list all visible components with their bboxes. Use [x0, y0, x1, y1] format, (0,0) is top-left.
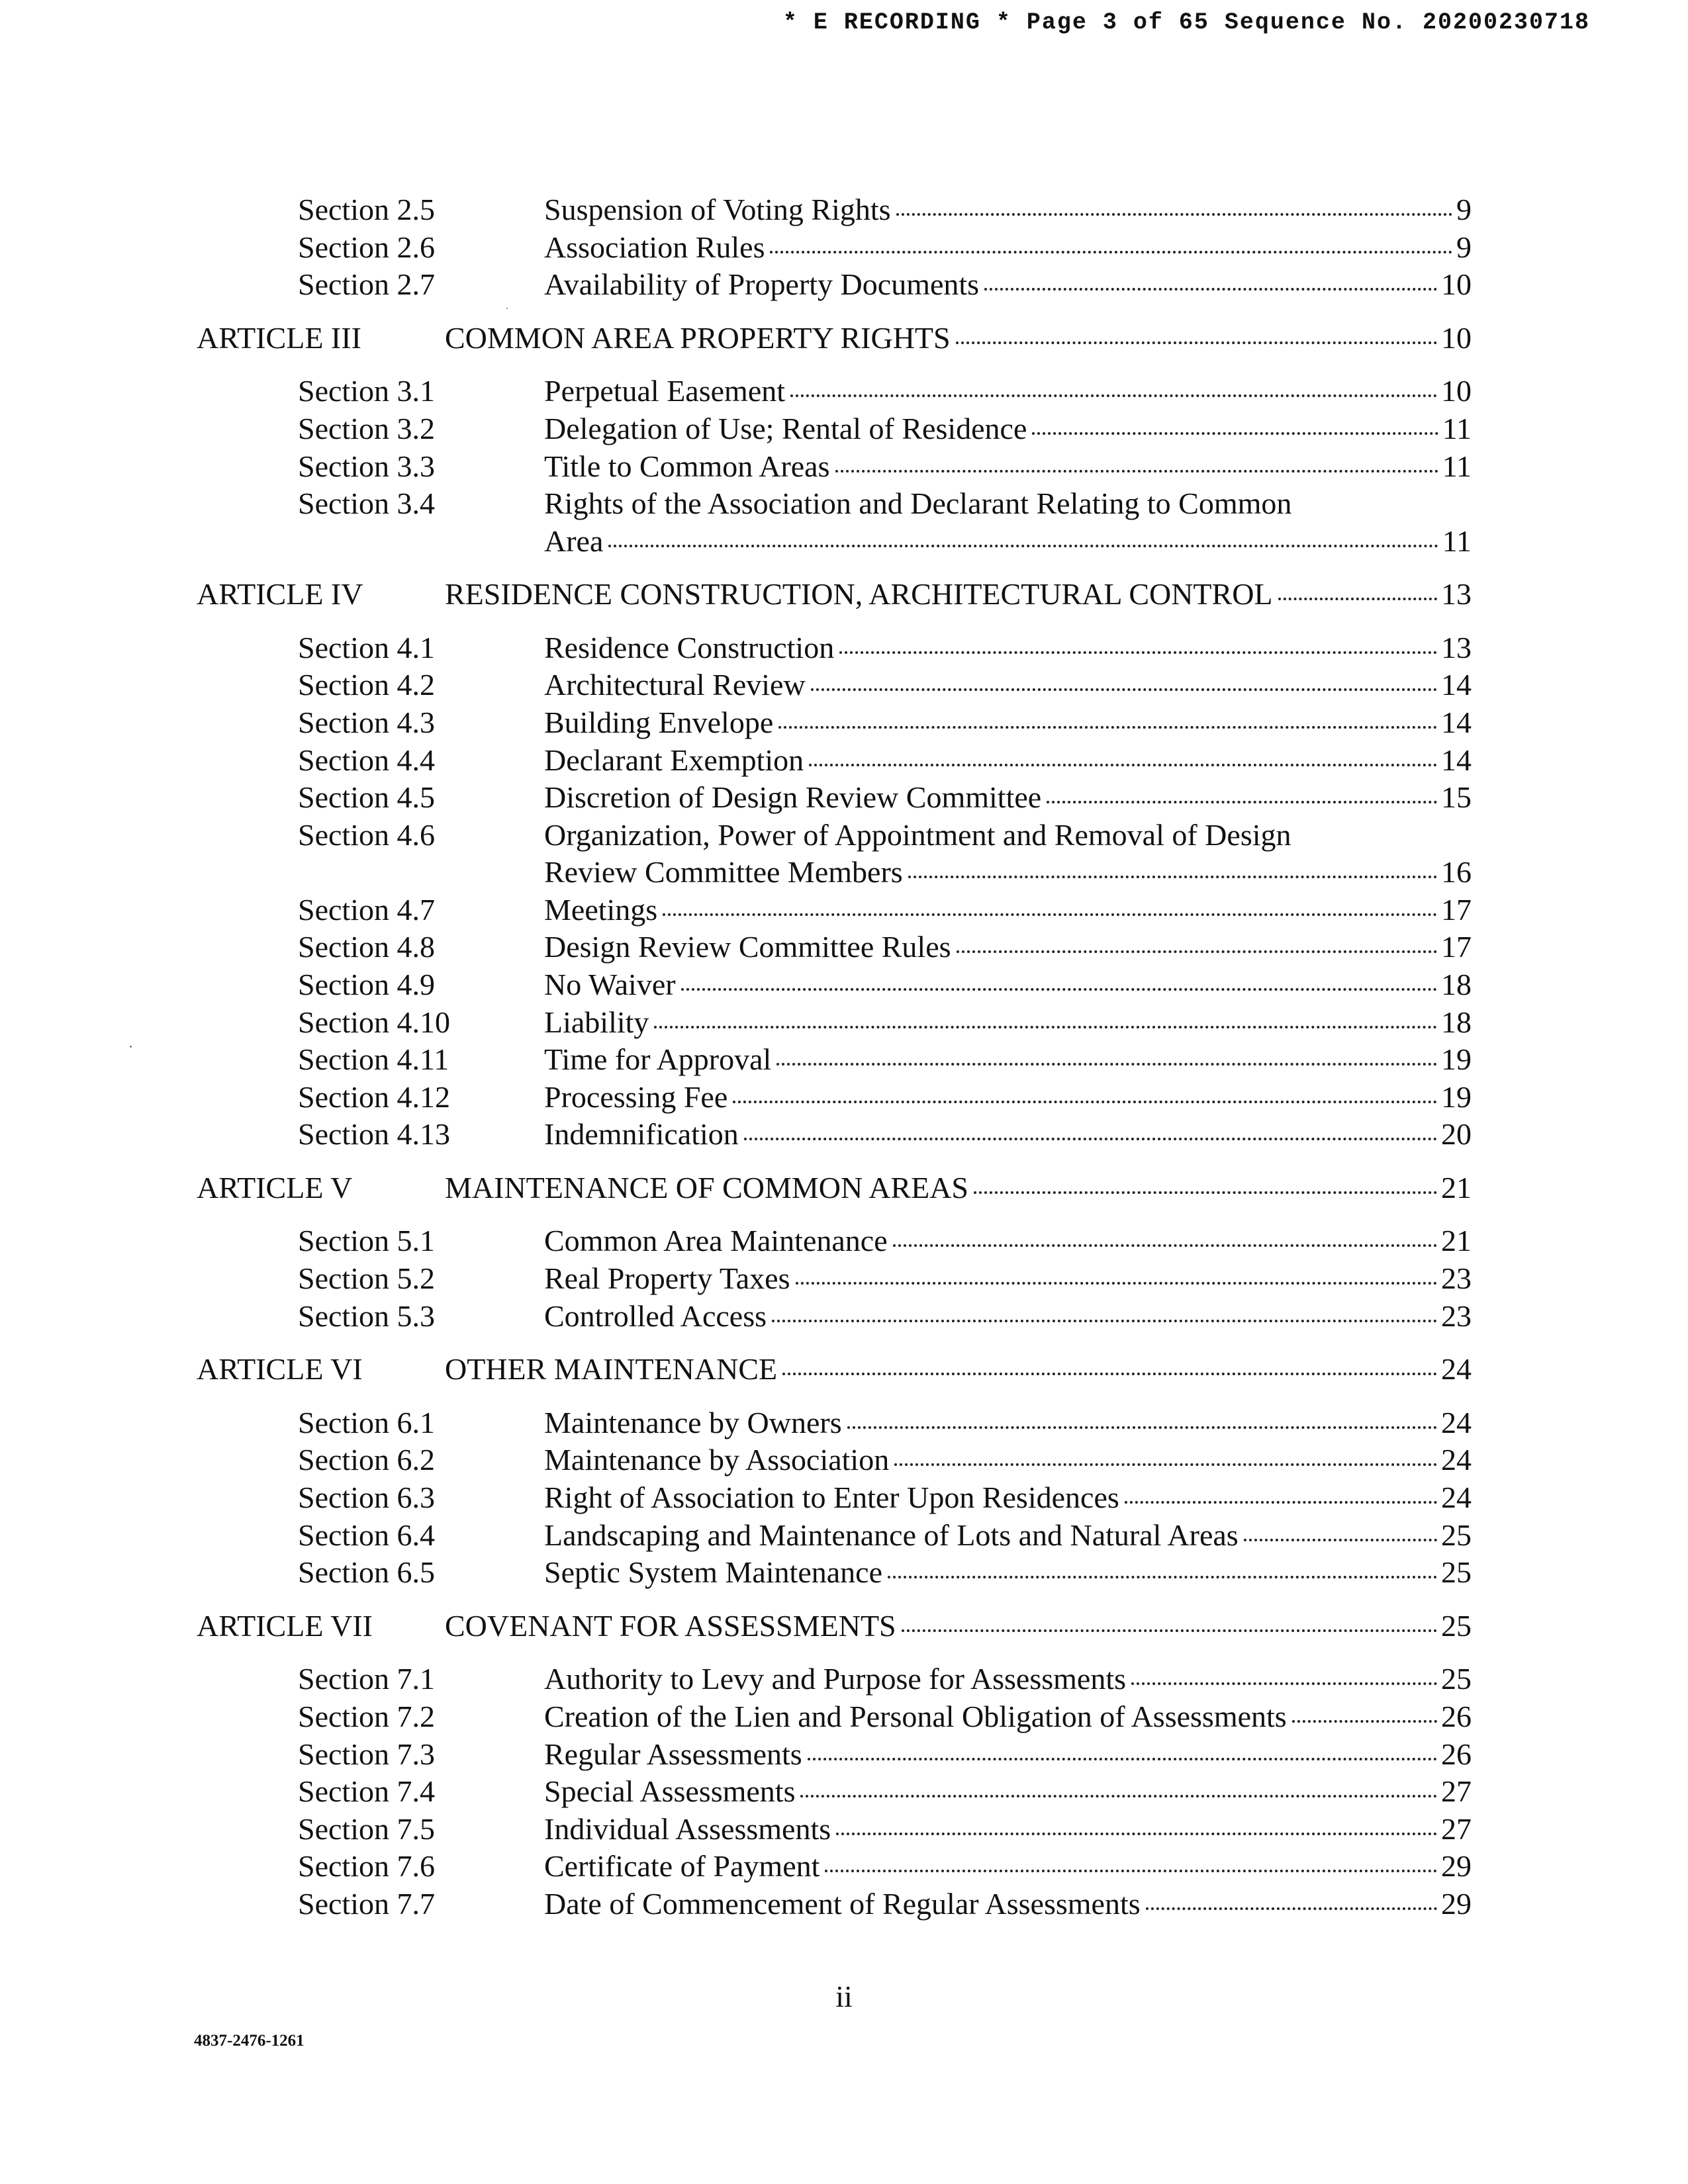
dot-leader [825, 1870, 1437, 1872]
toc-section-row [0, 1848, 1688, 1886]
toc-entry-page: 14 [1441, 705, 1472, 739]
toc-entry-title [544, 929, 1472, 966]
toc-entry-page: 20 [1441, 1117, 1472, 1152]
toc-entry-page: 14 [1441, 668, 1472, 702]
toc-entry-number: Section 5.1 [298, 1224, 435, 1258]
toc-section-row [0, 704, 1688, 742]
toc-article-row [0, 320, 1688, 357]
toc-entry-title [544, 1441, 1472, 1479]
dot-leader [974, 1191, 1437, 1194]
toc-entry-title-text: Liability [544, 1005, 649, 1039]
toc-entry-number: Section 4.8 [298, 930, 435, 964]
toc-section-row [0, 817, 1688, 891]
toc-entry-title [544, 891, 1472, 929]
toc-entry-number: Section 7.7 [298, 1886, 435, 1921]
dot-leader [733, 1101, 1437, 1103]
toc-article-row [0, 576, 1688, 614]
toc-entry-title [544, 1848, 1472, 1886]
toc-entry-page: 23 [1441, 1261, 1472, 1296]
dot-leader [1244, 1539, 1437, 1541]
toc-section-row [0, 929, 1688, 966]
toc-entry-title-text: Maintenance by Association [544, 1443, 890, 1477]
toc-entry-title-text: Review Committee Members [544, 855, 903, 889]
toc-section-row [0, 1736, 1688, 1774]
toc-entry-number: Section 2.6 [298, 230, 435, 264]
dot-leader [836, 1833, 1437, 1835]
toc-entry-number: Section 4.10 [298, 1005, 450, 1039]
toc-entry-title [544, 266, 1472, 304]
dot-leader [1032, 432, 1438, 435]
toc-entry-page: 25 [1441, 1608, 1472, 1643]
toc-entry-page: 9 [1456, 230, 1472, 264]
toc-entry-page: 10 [1441, 320, 1472, 355]
toc-entry-title-text: Design Review Committee Rules [544, 930, 951, 964]
toc-entry-title [544, 1298, 1472, 1336]
toc-entry-number: Section 3.2 [298, 411, 435, 445]
toc-entry-page: 19 [1441, 1079, 1472, 1114]
toc-entry-title [544, 410, 1472, 448]
toc-entry-title [544, 666, 1472, 704]
toc-section-row [0, 266, 1688, 304]
toc-entry-title-text: No Waiver [544, 967, 676, 1001]
toc-entry-title-text: Date of Commencement of Regular Assessments [544, 1886, 1141, 1921]
toc-entry-title-text: Indemnification [544, 1117, 739, 1152]
toc-section-row [0, 410, 1688, 448]
toc-entry-number: ARTICLE IV [197, 577, 363, 612]
toc-entry-number: ARTICLE III [197, 320, 361, 355]
toc-entry-title [544, 1773, 1472, 1811]
toc-entry-number: Section 7.6 [298, 1849, 435, 1884]
toc-entry-page: 21 [1441, 1224, 1472, 1258]
toc-entry-title-text: Building Envelope [544, 705, 774, 739]
toc-entry-title [544, 1116, 1472, 1154]
toc-section-row [0, 1404, 1688, 1442]
toc-section-row [0, 485, 1688, 560]
toc-entry-title-text: Common Area Maintenance [544, 1224, 888, 1258]
toc-entry-number: Section 4.2 [298, 668, 435, 702]
toc-entry-title-text: COMMON AREA PROPERTY RIGHTS [445, 320, 951, 355]
toc-entry-number: Section 6.2 [298, 1443, 435, 1477]
toc-section-row [0, 1886, 1688, 1923]
toc-entry-title [544, 1004, 1472, 1042]
toc-entry-page: 26 [1441, 1737, 1472, 1771]
toc-entry-number: Section 3.1 [298, 374, 435, 408]
toc-entry-title-text: Time for Approval [544, 1042, 772, 1077]
toc-entry-page: 14 [1441, 743, 1472, 777]
toc-entry-title [445, 1169, 1472, 1207]
dot-leader [608, 545, 1438, 547]
toc-entry-title [544, 1736, 1472, 1774]
toc-entry-title [544, 629, 1472, 667]
dot-leader [770, 251, 1452, 253]
dot-leader [811, 688, 1437, 691]
toc-entry-number: Section 4.4 [298, 743, 435, 777]
toc-section-row [0, 1698, 1688, 1736]
toc-entry-title-text: Architectural Review [544, 668, 806, 702]
toc-entry-page: 16 [1441, 855, 1472, 889]
toc-entry-number: Section 7.2 [298, 1700, 435, 1733]
toc-entry-title-text: Creation of the Lien and Personal Obligation of Assessments [544, 1700, 1287, 1733]
toc-entry-title-text: Declarant Exemption [544, 743, 804, 777]
toc-entry-title-text: Association Rules [544, 230, 765, 264]
toc-entry-title-text: Delegation of Use; Rental of Residence [544, 411, 1027, 445]
toc-entry-page: 24 [1441, 1405, 1472, 1439]
toc-section-row [0, 1079, 1688, 1116]
toc-entry-number: ARTICLE V [197, 1170, 353, 1205]
toc-entry-title [544, 1041, 1472, 1079]
toc-section-row [0, 448, 1688, 486]
toc-entry-title [544, 448, 1472, 486]
toc-entry-number: Section 4.1 [298, 630, 435, 664]
dot-leader [681, 988, 1437, 991]
toc-entry-title [544, 229, 1472, 267]
toc-section-row [0, 1004, 1688, 1042]
toc-entry-number: Section 6.1 [298, 1405, 435, 1439]
toc-entry-page: 18 [1441, 967, 1472, 1001]
dot-leader [956, 341, 1437, 344]
toc-entry-page: 13 [1441, 577, 1472, 612]
toc-entry-page: 21 [1441, 1170, 1472, 1205]
document-code: 4837-2476-1261 [194, 2032, 305, 2050]
toc-article-row [0, 1608, 1688, 1645]
dot-leader [1125, 1501, 1437, 1504]
toc-entry-page: 11 [1442, 411, 1472, 445]
toc-section-row [0, 1479, 1688, 1517]
toc-section-row [0, 666, 1688, 704]
toc-section-row [0, 373, 1688, 410]
toc-entry-page: 25 [1441, 1518, 1472, 1552]
dot-leader [835, 470, 1438, 473]
toc-entry-page: 29 [1441, 1849, 1472, 1884]
dot-leader [654, 1026, 1437, 1028]
toc-entry-title-text: Individual Assessments [544, 1811, 831, 1846]
toc-entry-page: 27 [1441, 1774, 1472, 1809]
dot-leader [893, 1244, 1437, 1247]
toc-entry-number: Section 2.7 [298, 267, 435, 302]
toc-section-row [0, 966, 1688, 1004]
toc-entry-title-text: Right of Association to Enter Upon Residences [544, 1480, 1119, 1515]
toc-entry-number: Section 5.3 [298, 1298, 435, 1333]
toc-entry-title [544, 1698, 1472, 1736]
dot-leader [776, 1063, 1437, 1066]
toc-entry-number: Section 2.5 [298, 193, 435, 226]
toc-entry-title-text: Title to Common Areas [544, 449, 830, 483]
toc-entry-title-text: Maintenance by Owners [544, 1405, 842, 1439]
toc-entry-number: Section 4.11 [298, 1042, 449, 1077]
toc-entry-page: 17 [1441, 892, 1472, 927]
toc-entry-page: 26 [1441, 1700, 1472, 1733]
toc-section-row [0, 1517, 1688, 1555]
toc-entry-number: Section 4.13 [298, 1117, 450, 1152]
toc-section-row [0, 891, 1688, 929]
toc-entry-title-text: Rights of the Association and Declarant Relating to Common [544, 486, 1292, 521]
toc-entry-title [544, 817, 1472, 891]
toc-entry-title [544, 1554, 1472, 1592]
toc-entry-title-text: Meetings [544, 892, 658, 927]
toc-entry-title [544, 191, 1472, 229]
toc-entry-page: 24 [1441, 1352, 1472, 1387]
toc-section-row [0, 779, 1688, 817]
toc-entry-title-text: Septic System Maintenance [544, 1555, 882, 1590]
recording-header: * E RECORDING * Page 3 of 65 Sequence No. 20200230718 [782, 9, 1590, 36]
toc-entry-page: 24 [1441, 1480, 1472, 1515]
toc-entry-title [544, 485, 1472, 560]
toc-entry-page: 19 [1441, 1042, 1472, 1077]
toc-entry-title [544, 373, 1472, 410]
dot-leader [896, 213, 1452, 216]
toc-entry-title [544, 1079, 1472, 1116]
toc-article-row [0, 1169, 1688, 1207]
toc-entry-title-text: Certificate of Payment [544, 1849, 820, 1884]
toc-entry-page: 27 [1441, 1811, 1472, 1846]
toc-section-row [0, 1260, 1688, 1298]
toc-entry-page: 18 [1441, 1005, 1472, 1039]
toc-entry-title [445, 1608, 1472, 1645]
dot-leader [778, 726, 1437, 729]
toc-section-row [0, 1811, 1688, 1848]
toc-section-row [0, 1041, 1688, 1079]
dot-leader [772, 1320, 1437, 1322]
toc-entry-page: 24 [1441, 1443, 1472, 1477]
toc-entry-title [544, 1404, 1472, 1442]
toc-entry-number: Section 4.6 [298, 817, 435, 852]
toc-entry-number: Section 7.1 [298, 1662, 435, 1696]
toc-section-row [0, 1441, 1688, 1479]
toc-entry-page: 23 [1441, 1298, 1472, 1333]
toc-entry-number: Section 5.2 [298, 1261, 435, 1296]
dot-leader [902, 1629, 1437, 1632]
toc-entry-title-text: Residence Construction [544, 630, 835, 664]
toc-entry-number: Section 6.3 [298, 1480, 435, 1515]
toc-entry-page: 17 [1441, 930, 1472, 964]
toc-entry-title-text: Real Property Taxes [544, 1261, 790, 1296]
toc-section-row [0, 1554, 1688, 1592]
toc-section-row [0, 191, 1688, 229]
toc-entry-title [445, 1351, 1472, 1388]
toc-entry-title [544, 1222, 1472, 1260]
dot-leader [782, 1373, 1437, 1375]
toc-entry-title-text: Regular Assessments [544, 1737, 802, 1771]
toc-entry-number: Section 4.7 [298, 892, 435, 927]
toc-entry-number: Section 3.3 [298, 449, 435, 483]
dot-leader [808, 1758, 1437, 1760]
dot-leader [1047, 801, 1437, 803]
toc-entry-title-text: Discretion of Design Review Committee [544, 780, 1042, 815]
toc-entry-number: ARTICLE VII [197, 1608, 373, 1643]
toc-entry-title-text: Authority to Levy and Purpose for Assessments [544, 1662, 1127, 1696]
toc-entry-number: Section 4.12 [298, 1079, 450, 1114]
dot-leader [1131, 1682, 1437, 1685]
dot-leader [1292, 1720, 1437, 1723]
toc-entry-number: Section 4.5 [298, 780, 435, 815]
toc-entry-title-text: OTHER MAINTENANCE [445, 1352, 778, 1387]
toc-entry-title [544, 1517, 1472, 1555]
scan-speck [130, 1046, 132, 1048]
toc-entry-number: Section 7.3 [298, 1737, 435, 1771]
toc-entry-number: Section 6.4 [298, 1518, 435, 1552]
toc-entry-title [544, 1260, 1472, 1298]
dot-leader [744, 1138, 1437, 1140]
toc-section-row [0, 229, 1688, 267]
toc-section-row [0, 742, 1688, 780]
toc-entry-number: Section 3.4 [298, 486, 435, 521]
toc-entry-title-text: Area [544, 523, 604, 558]
toc-entry-number: Section 4.9 [298, 967, 435, 1001]
dot-leader [800, 1795, 1437, 1797]
toc-entry-page: 15 [1441, 780, 1472, 815]
toc-entry-title [544, 966, 1472, 1004]
toc-section-row [0, 1116, 1688, 1154]
toc-entry-title [544, 779, 1472, 817]
dot-leader [984, 288, 1437, 291]
toc-entry-title-text: Organization, Power of Appointment and Removal of Design [544, 817, 1291, 852]
toc-entry-title [544, 742, 1472, 780]
toc-article-row [0, 1351, 1688, 1388]
toc-entry-page: 29 [1441, 1886, 1472, 1921]
toc-entry-number: ARTICLE VI [197, 1352, 363, 1387]
toc-section-row [0, 1298, 1688, 1336]
toc-entry-title-text: Controlled Access [544, 1298, 767, 1333]
dot-leader [809, 764, 1437, 766]
toc-entry-title [544, 1811, 1472, 1848]
toc-entry-title-text: COVENANT FOR ASSESSMENTS [445, 1608, 896, 1643]
toc-section-row [0, 1222, 1688, 1260]
toc-entry-title [445, 576, 1472, 614]
dot-leader [888, 1576, 1437, 1578]
toc-entry-page: 25 [1441, 1662, 1472, 1696]
toc-entry-title-text: Landscaping and Maintenance of Lots and Natural Areas [544, 1518, 1239, 1552]
dot-leader [1278, 598, 1437, 600]
toc-entry-title [544, 704, 1472, 742]
toc-entry-page: 11 [1442, 523, 1472, 558]
toc-entry-number: Section 4.3 [298, 705, 435, 739]
dot-leader [847, 1426, 1437, 1429]
toc-entry-title-text: Perpetual Easement [544, 374, 786, 408]
toc-entry-page: 9 [1456, 193, 1472, 226]
dot-leader [839, 651, 1437, 654]
table-of-contents [0, 191, 1688, 1923]
toc-entry-title-text: Special Assessments [544, 1774, 796, 1809]
toc-entry-title [445, 320, 1472, 357]
toc-section-row [0, 1661, 1688, 1698]
toc-entry-title [544, 1479, 1472, 1517]
dot-leader [908, 876, 1437, 878]
toc-entry-page: 11 [1442, 449, 1472, 483]
toc-entry-title-text: Availability of Property Documents [544, 267, 980, 302]
toc-entry-number: Section 6.5 [298, 1555, 435, 1590]
toc-section-row [0, 1773, 1688, 1811]
toc-entry-page: 10 [1441, 374, 1472, 408]
toc-entry-title [544, 1886, 1472, 1923]
toc-entry-title-text: RESIDENCE CONSTRUCTION, ARCHITECTURAL CONTROL [445, 577, 1273, 612]
toc-entry-title [544, 1661, 1472, 1698]
toc-entry-number: Section 7.4 [298, 1774, 435, 1809]
dot-leader [663, 913, 1437, 916]
toc-entry-page: 10 [1441, 267, 1472, 302]
dot-leader [790, 394, 1437, 397]
toc-entry-page: 25 [1441, 1555, 1472, 1590]
dot-leader [796, 1282, 1437, 1285]
toc-entry-title-text: Suspension of Voting Rights [544, 193, 891, 226]
scan-speck [506, 308, 508, 309]
page-number: ii [835, 1979, 853, 2013]
dot-leader [894, 1463, 1437, 1466]
dot-leader [957, 950, 1437, 953]
toc-section-row [0, 629, 1688, 667]
toc-entry-title-text: Processing Fee [544, 1079, 728, 1114]
toc-entry-page: 13 [1441, 630, 1472, 664]
toc-entry-title-text: MAINTENANCE OF COMMON AREAS [445, 1170, 969, 1205]
dot-leader [1146, 1907, 1437, 1910]
toc-entry-number: Section 7.5 [298, 1811, 435, 1846]
